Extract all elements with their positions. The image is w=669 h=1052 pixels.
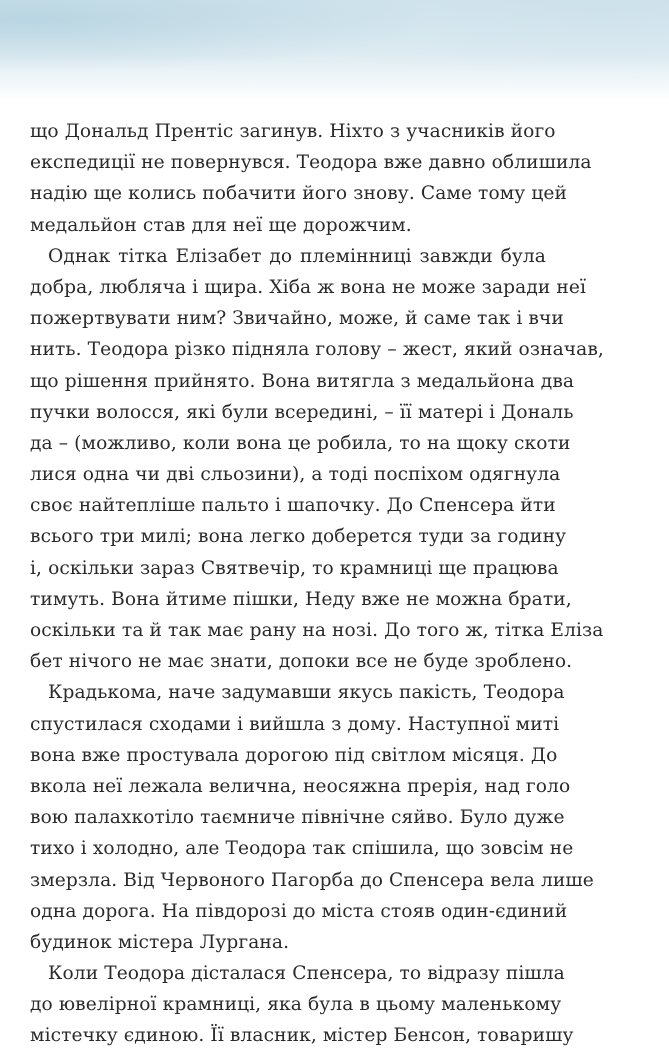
text-line: Коли Теодора дісталася Спенсера, то відразу пішла — [48, 963, 565, 985]
text-line: будинок містера Лургана. — [30, 931, 290, 953]
text-line: тимуть. Вона йтиме пішки, Неду вже не можна брати, — [30, 588, 572, 610]
text-line: Однак тітка Елізабет до племінниці завжди була — [48, 245, 546, 267]
text-line: да – (можливо, коли вона це робила, то на щоку скоти — [30, 432, 571, 454]
text-line: оскільки та й так має рану на нозі. До того ж, тітка Еліза — [30, 620, 604, 641]
text-line: до ювелірної крамниці, яка була в цьому маленькому — [30, 994, 562, 1016]
text-line: вона вже простувала дорогою під світлом місяця. До — [30, 744, 558, 766]
page-top-band — [0, 0, 669, 100]
text-line: що рішення прийнято. Вона витягла з медальйона два — [30, 370, 575, 392]
text-line: своє найтепліше пальто і шапочку. До Спенсера йти — [30, 495, 556, 517]
text-line: вою палахкотіло таємниче північне сяйво. Було дуже — [30, 807, 565, 829]
text-line: всього три милі; вона легко доберется туди за годину — [30, 526, 567, 548]
text-line: добра, любляча і щира. Хіба ж вона не може заради неї — [30, 276, 587, 298]
text-line: Крадькома, наче задумавши якусь пакість, Теодора — [48, 682, 565, 704]
paragraph-3 — [30, 677, 594, 958]
text-line: пожертвувати ним? Звичайно, може, й саме так і вчи — [30, 308, 564, 330]
paragraph-4 — [30, 958, 574, 1052]
text-line: змерзла. Від Червоного Пагорба до Спенсера вела лише — [30, 869, 594, 891]
paragraph-2 — [30, 241, 604, 678]
text-line: вкола неї лежала велична, неосяжна прерія, над голо — [30, 775, 571, 797]
text-line: бет нічого не має знати, допоки все не буде зроблено. — [30, 651, 573, 673]
text-line: містечку єдиною. Її власник, містер Бенсон, товаришу — [30, 1025, 574, 1047]
text-line: медальйон став для неї ще дорожчим. — [30, 214, 412, 236]
text-line: що Дональд Прентіс загинув. Ніхто з учасників його — [30, 121, 556, 142]
page-text — [30, 116, 604, 1052]
text-line: і, оскільки зараз Святвечір, то крамниці ще працюва — [30, 557, 559, 579]
text-line: лися одна чи дві сльозини), а тоді поспіхом одягнула — [30, 464, 561, 486]
text-line: пучки волосся, які були всередині, – її матері і Дональ — [30, 401, 574, 423]
text-line: спустилася сходами і вийшла з дому. Наступної миті — [30, 713, 560, 735]
text-line: одна дорога. На півдорозі до міста стояв один-єдиний — [30, 900, 568, 922]
text-line: експедиції не повернувся. Теодора вже давно облишила — [30, 152, 592, 174]
text-line: надію ще колись побачити його знову. Саме тому цей — [30, 183, 568, 205]
text-line: тихо і холодно, але Теодора так спішила, що зовсім не — [30, 838, 574, 860]
paragraph-1 — [30, 116, 592, 241]
text-line: нить. Теодора різко підняла голову – жест, який означав, — [30, 339, 604, 361]
